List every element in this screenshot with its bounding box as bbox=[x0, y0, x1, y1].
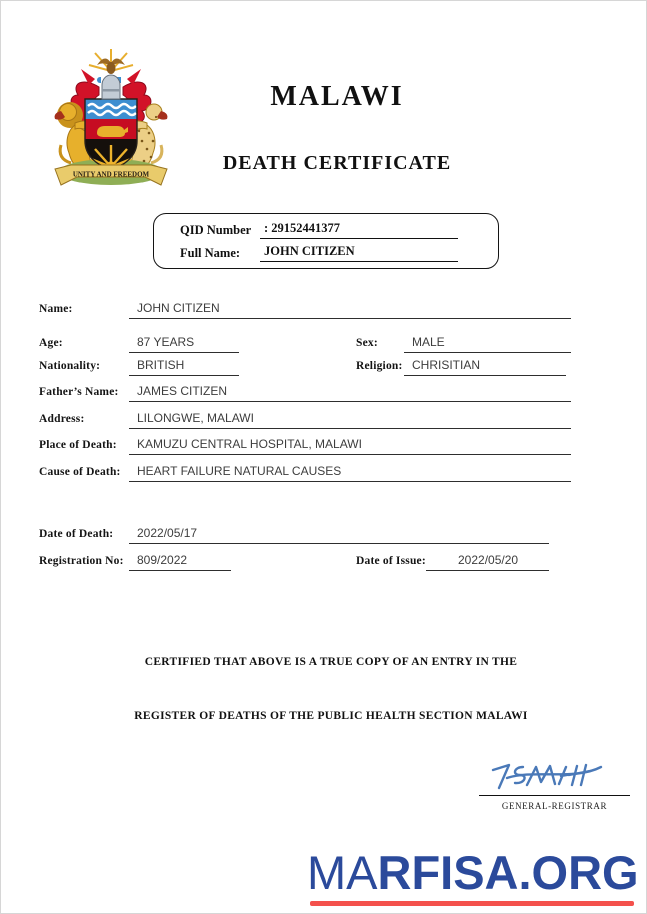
signature-line bbox=[479, 795, 630, 796]
certification-line-1: CERTIFIED THAT ABOVE IS A TRUE COPY OF AN ENTRY IN THE bbox=[144, 656, 518, 668]
full-name-row bbox=[154, 246, 498, 264]
registrar-signature bbox=[489, 758, 605, 794]
nationality-value: BRITISH bbox=[129, 358, 239, 376]
sex-value: MALE bbox=[404, 335, 571, 353]
logo-text-light: MA bbox=[307, 846, 378, 899]
qid-number-label: QID Number bbox=[180, 223, 252, 237]
field-row-name bbox=[1, 302, 647, 321]
father-name-label: Father’s Name: bbox=[39, 386, 119, 398]
place-of-death-value: KAMUZU CENTRAL HOSPITAL, MALAWI bbox=[129, 437, 571, 455]
registration-no-value: 809/2022 bbox=[129, 553, 231, 571]
field-row-place-of-death bbox=[1, 438, 647, 457]
sex-label: Sex: bbox=[356, 337, 378, 349]
date-of-death-label: Date of Death: bbox=[39, 528, 114, 540]
motto-text: UNITY AND FREEDOM bbox=[72, 170, 150, 179]
field-row-registration bbox=[1, 554, 647, 573]
marfisa-logo bbox=[307, 846, 643, 899]
full-name-value: JOHN CITIZEN bbox=[260, 244, 458, 262]
address-value: LILONGWE, MALAWI bbox=[129, 411, 571, 429]
field-row-nationality-religion bbox=[1, 359, 647, 378]
registration-no-label: Registration No: bbox=[39, 555, 124, 567]
date-of-issue-label: Date of Issue: bbox=[356, 555, 426, 567]
logo-text-bold: RFISA.ORG bbox=[377, 846, 639, 899]
field-row-address bbox=[1, 412, 647, 431]
page-subtitle: DEATH CERTIFICATE bbox=[222, 152, 452, 174]
name-value: JOHN CITIZEN bbox=[129, 301, 571, 319]
qid-box bbox=[153, 213, 499, 269]
age-label: Age: bbox=[39, 337, 63, 349]
date-of-issue-value: 2022/05/20 bbox=[426, 553, 549, 571]
nationality-label: Nationality: bbox=[39, 360, 101, 372]
logo-underline bbox=[310, 901, 634, 906]
field-row-cause-of-death bbox=[1, 465, 647, 484]
date-of-death-value: 2022/05/17 bbox=[129, 526, 549, 544]
place-of-death-label: Place of Death: bbox=[39, 439, 117, 451]
age-value: 87 YEARS bbox=[129, 335, 239, 353]
name-label: Name: bbox=[39, 303, 73, 315]
address-label: Address: bbox=[39, 413, 85, 425]
certification-line-2: REGISTER OF DEATHS OF THE PUBLIC HEALTH SECTION MALAWI bbox=[134, 710, 528, 722]
field-row-father-name bbox=[1, 385, 647, 404]
page-title: MALAWI bbox=[270, 81, 404, 112]
cause-of-death-value: HEART FAILURE NATURAL CAUSES bbox=[129, 464, 571, 482]
full-name-label: Full Name: bbox=[180, 246, 241, 260]
field-row-date-of-death bbox=[1, 527, 647, 546]
signer-title: GENERAL-REGISTRAR bbox=[501, 801, 608, 811]
father-name-value: JAMES CITIZEN bbox=[129, 384, 571, 402]
religion-value: CHRISITIAN bbox=[404, 358, 566, 376]
qid-number-row bbox=[154, 223, 498, 241]
cause-of-death-label: Cause of Death: bbox=[39, 466, 121, 478]
religion-label: Religion: bbox=[356, 360, 403, 372]
qid-number-value: : 29152441377 bbox=[260, 221, 458, 239]
field-row-age-sex bbox=[1, 336, 647, 355]
